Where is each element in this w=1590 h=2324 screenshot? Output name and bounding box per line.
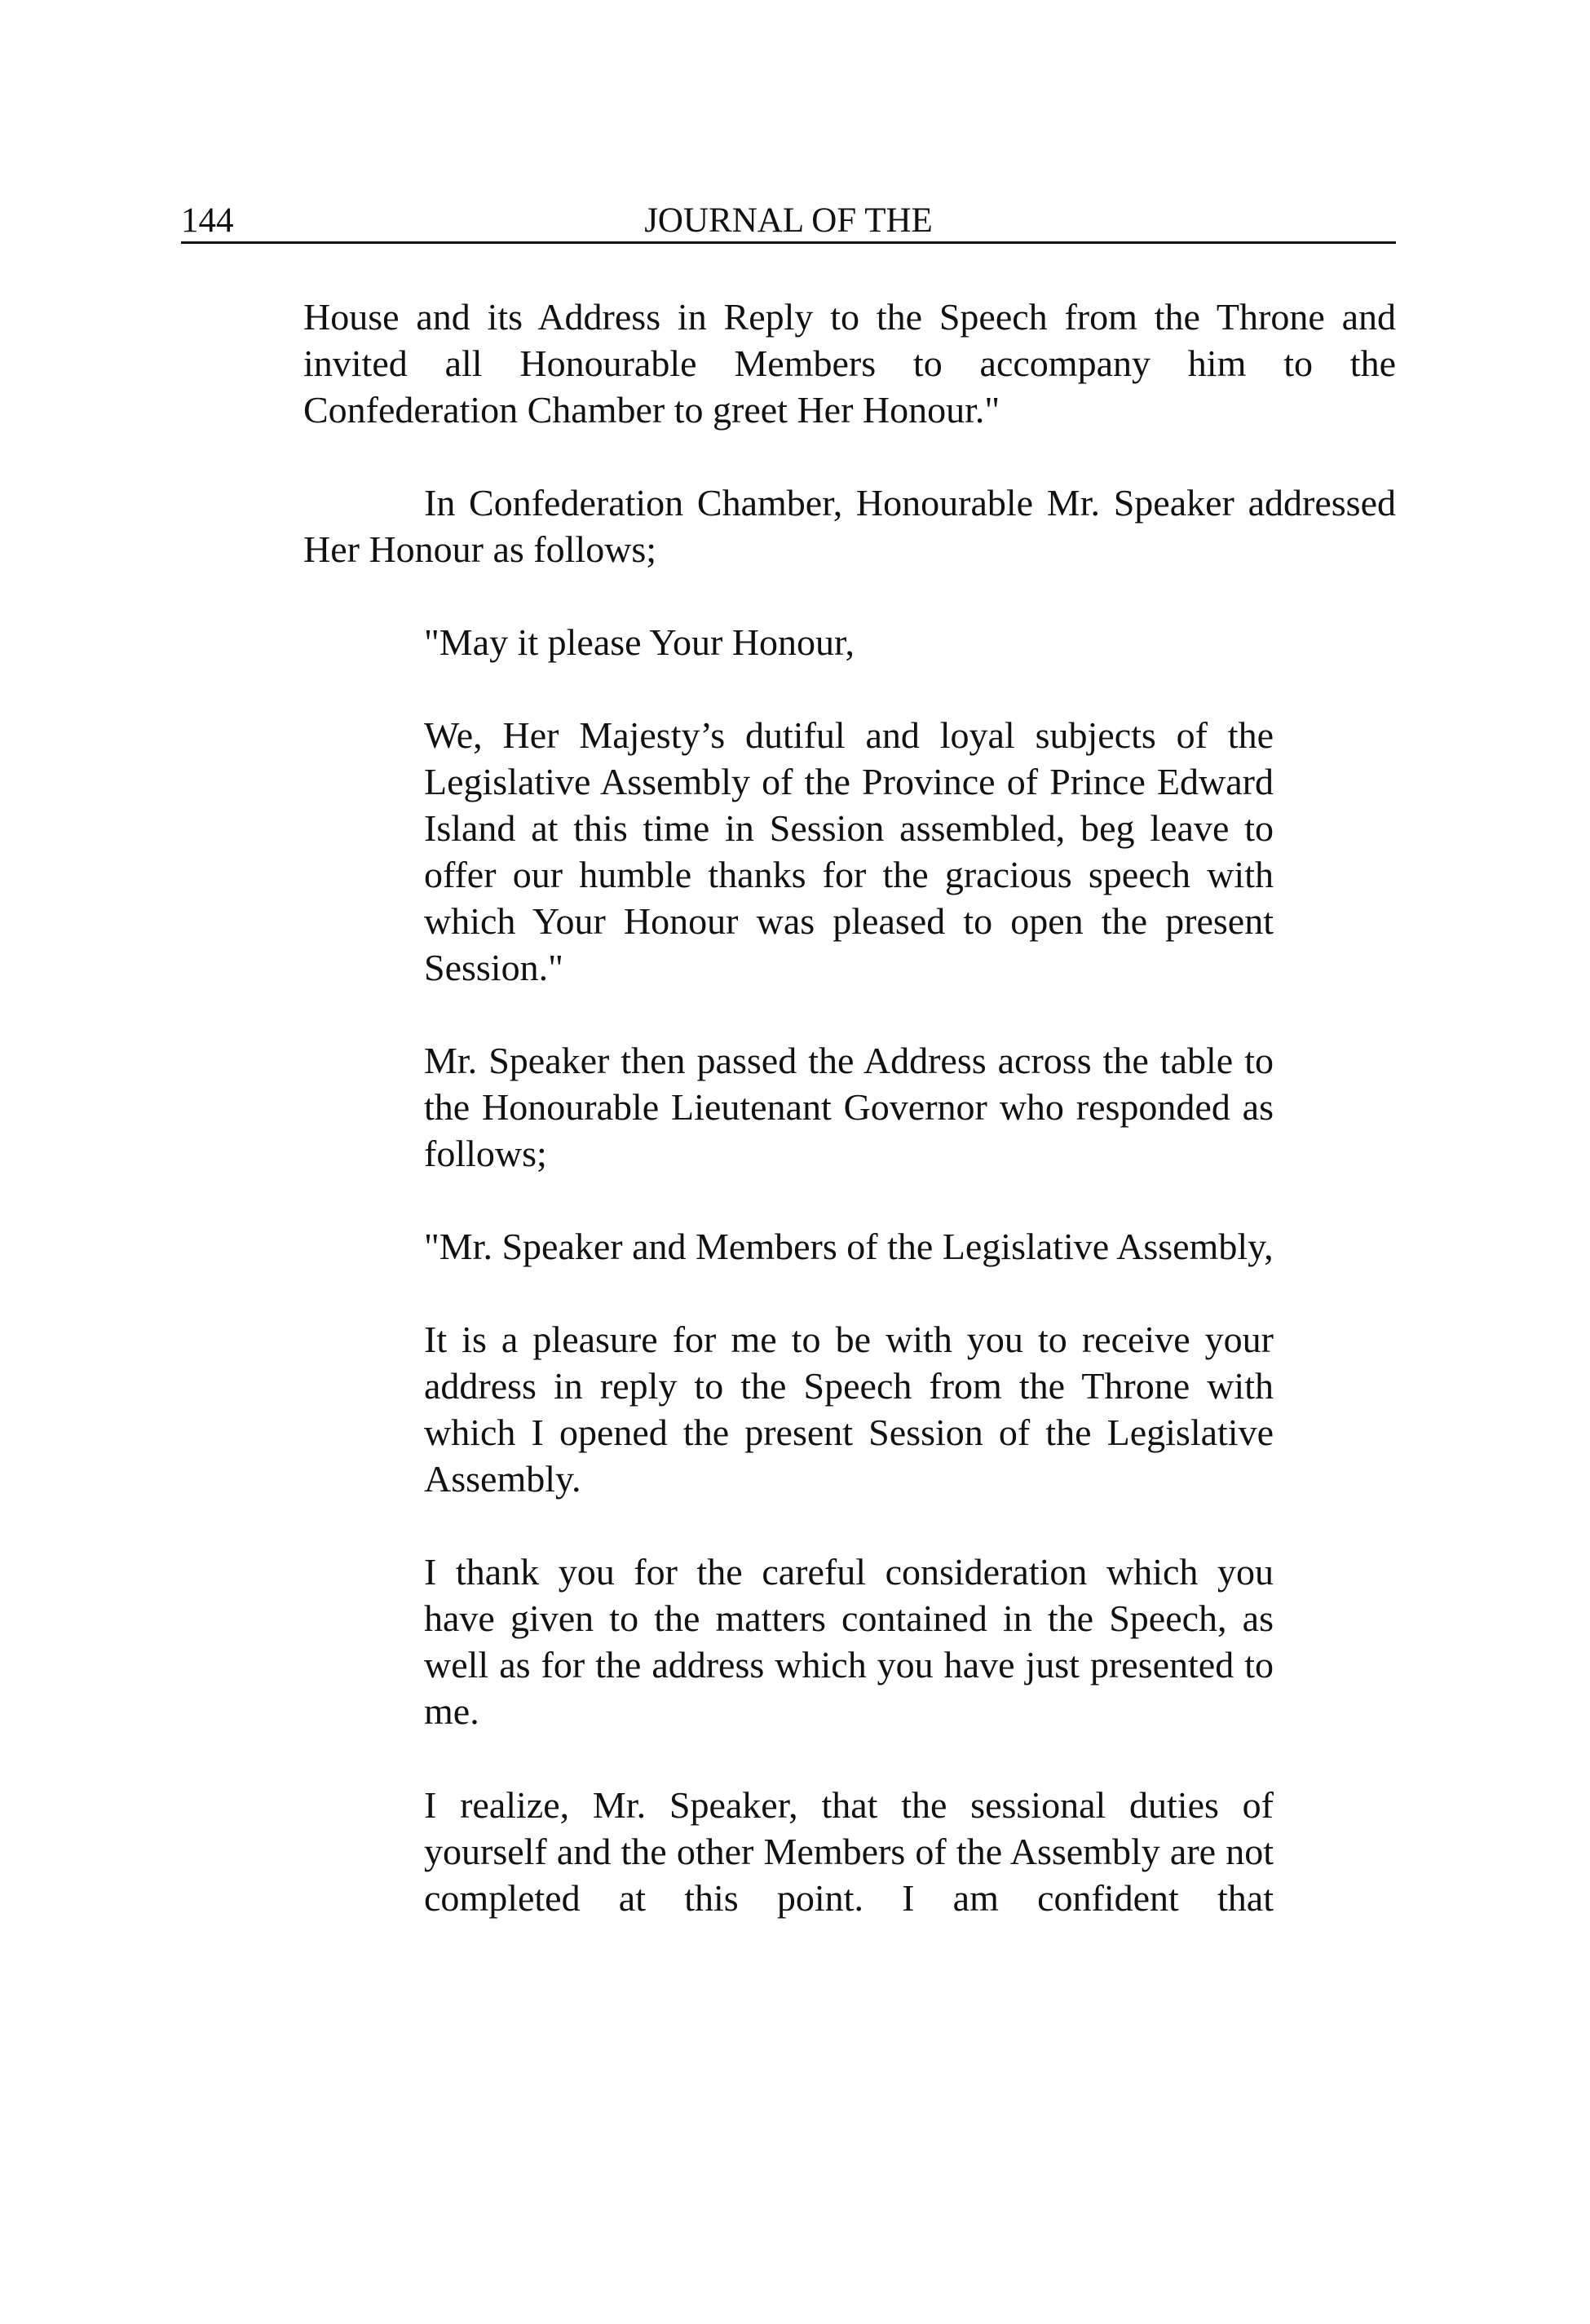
page-header — [181, 201, 1396, 244]
running-head: JOURNAL OF THE — [644, 201, 933, 240]
paragraph-address-text: We, Her Majesty’s dutiful and loyal subjects of the Legislative Assembly of the Province of Prince Edward Island at this time in Session assembled, beg leave to offer our humble thanks for the gracious speech with which Your Honour was pleased to open the present Session." — [424, 714, 1274, 988]
paragraph-confederation-chamber: In Confederation Chamber, Honourable Mr. Speaker addressed Her Honour as follows; — [303, 482, 1396, 570]
paragraph-house-address: House and its Address in Reply to the Speech from the Throne and invited all Honourable Members to accompany him to the Confederation Chamber to greet Her Honour." — [303, 296, 1396, 431]
page-number: 144 — [181, 201, 234, 240]
paragraph-sessional-duties: I realize, Mr. Speaker, that the sessional duties of yourself and the other Members of the Assembly are not completed at this point. I am confident that — [424, 1784, 1274, 1919]
paragraph-salutation-your-honour: "May it please Your Honour, — [424, 621, 855, 663]
paragraph-thank-you: I thank you for the careful consideration which you have given to the matters contained in the Speech, as well as for the address which you have just presented to me. — [424, 1551, 1274, 1732]
paragraph-salutation-members: "Mr. Speaker and Members of the Legislative Assembly, — [424, 1226, 1274, 1267]
paragraph-pleasure: It is a pleasure for me to be with you to receive your address in reply to the Speech from the Throne with which I opened the present Session of the Legislative Assembly. — [424, 1319, 1274, 1500]
paragraph-speaker-passed-address: Mr. Speaker then passed the Address across the table to the Honourable Lieutenant Governor who responded as follows; — [424, 1040, 1274, 1174]
